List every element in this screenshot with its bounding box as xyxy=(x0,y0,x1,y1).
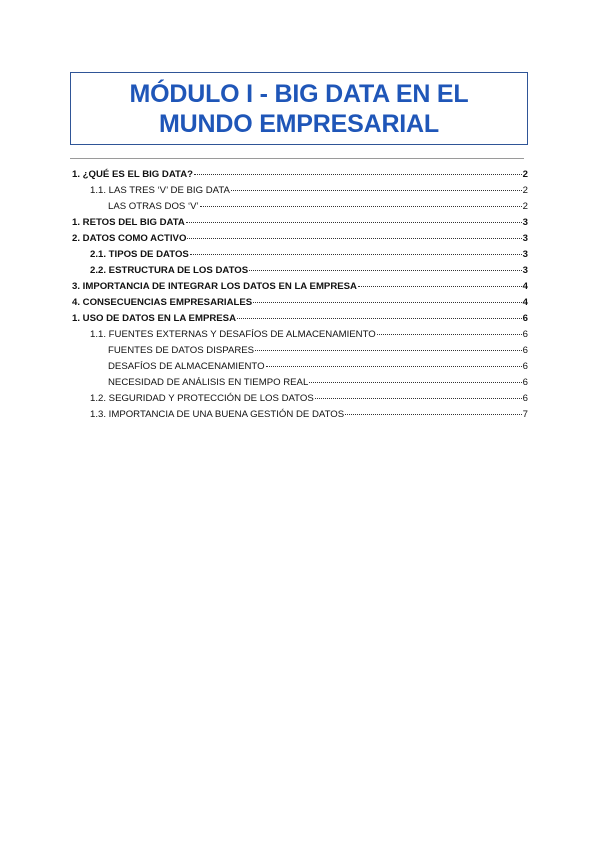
toc-entry[interactable] xyxy=(70,199,528,215)
toc-dot-leader xyxy=(377,334,522,335)
toc-entry-page-number: 6 xyxy=(522,361,528,372)
toc-dot-leader xyxy=(231,190,522,191)
toc-entry-title: NECESIDAD DE ANÁLISIS EN TIEMPO REAL xyxy=(108,377,309,388)
toc-entry[interactable] xyxy=(70,311,528,327)
toc-entry-title: 3. IMPORTANCIA DE INTEGRAR LOS DATOS EN LA EMPRESA xyxy=(72,281,357,292)
toc-entry[interactable] xyxy=(70,231,528,247)
toc-entry-title: 1.3. IMPORTANCIA DE UNA BUENA GESTIÓN DE DATOS xyxy=(90,409,345,420)
toc-dot-leader xyxy=(194,174,522,175)
title-box xyxy=(70,72,528,145)
toc-dot-leader xyxy=(358,286,522,287)
toc-entry-title: 2. DATOS COMO ACTIVO xyxy=(72,233,187,244)
toc-entry-page-number: 2 xyxy=(522,185,528,196)
toc-dot-leader xyxy=(266,366,522,367)
toc-entry-title: 2.1. TIPOS DE DATOS xyxy=(90,249,189,260)
toc-entry[interactable] xyxy=(70,391,528,407)
toc-entry-title: DESAFÍOS DE ALMACENAMIENTO xyxy=(108,361,265,372)
toc-entry-page-number: 2 xyxy=(522,169,528,180)
toc-entry-page-number: 3 xyxy=(522,249,528,260)
toc-entry-page-number: 4 xyxy=(522,297,528,308)
toc-entry[interactable] xyxy=(70,359,528,375)
toc-entry[interactable] xyxy=(70,407,528,423)
toc-dot-leader xyxy=(190,254,522,255)
toc-entry-page-number: 6 xyxy=(522,313,528,324)
toc-entry-title: 1.1. LAS TRES ‘V’ DE BIG DATA xyxy=(90,185,230,196)
toc-entry[interactable] xyxy=(70,167,528,183)
toc-entry[interactable] xyxy=(70,327,528,343)
toc-dot-leader xyxy=(255,350,522,351)
toc-entry[interactable] xyxy=(70,279,528,295)
toc-entry[interactable] xyxy=(70,247,528,263)
toc-dot-leader xyxy=(309,382,521,383)
toc-entry-page-number: 3 xyxy=(522,217,528,228)
toc-dot-leader xyxy=(315,398,522,399)
toc-entry[interactable] xyxy=(70,375,528,391)
toc-dot-leader xyxy=(345,414,522,415)
toc-entry-page-number: 6 xyxy=(522,377,528,388)
toc-dot-leader xyxy=(249,270,522,271)
toc-entry[interactable] xyxy=(70,183,528,199)
toc-entry-page-number: 6 xyxy=(522,329,528,340)
toc-dot-leader xyxy=(237,318,522,319)
document-title xyxy=(130,79,469,139)
toc-entry-page-number: 3 xyxy=(522,233,528,244)
toc-entry-page-number: 6 xyxy=(522,345,528,356)
toc-entry-title: 1. RETOS DEL BIG DATA xyxy=(72,217,185,228)
toc-entry-title: 1.2. SEGURIDAD Y PROTECCIÓN DE LOS DATOS xyxy=(90,393,314,404)
toc-entry-title: 4. CONSECUENCIAS EMPRESARIALES xyxy=(72,297,253,308)
toc-entry-page-number: 7 xyxy=(522,409,528,420)
toc-entry[interactable] xyxy=(70,295,528,311)
toc-entry-page-number: 6 xyxy=(522,393,528,404)
toc-entry-title: 1.1. FUENTES EXTERNAS Y DESAFÍOS DE ALMACENAMIENTO xyxy=(90,329,376,340)
toc-dot-leader xyxy=(186,222,522,223)
table-of-contents xyxy=(70,167,528,423)
toc-dot-leader xyxy=(187,238,521,239)
title-line-1: MÓDULO I - BIG DATA EN EL xyxy=(129,79,469,108)
toc-entry[interactable] xyxy=(70,215,528,231)
toc-entry-title: FUENTES DE DATOS DISPARES xyxy=(108,345,255,356)
separator-line xyxy=(70,158,524,159)
toc-entry-title: 1. ¿QUÉ ES EL BIG DATA? xyxy=(72,169,193,180)
toc-entry-title: 2.2. ESTRUCTURA DE LOS DATOS xyxy=(90,265,249,276)
toc-entry-title: 1. USO DE DATOS EN LA EMPRESA xyxy=(72,313,237,324)
toc-dot-leader xyxy=(200,206,522,207)
toc-entry-page-number: 2 xyxy=(522,201,528,212)
toc-dot-leader xyxy=(253,302,521,303)
toc-entry-page-number: 3 xyxy=(522,265,528,276)
toc-entry[interactable] xyxy=(70,263,528,279)
toc-entry[interactable] xyxy=(70,343,528,359)
toc-entry-page-number: 4 xyxy=(522,281,528,292)
title-line-2: MUNDO EMPRESARIAL xyxy=(159,109,439,138)
toc-entry-title: LAS OTRAS DOS ‘V’ xyxy=(108,201,199,212)
